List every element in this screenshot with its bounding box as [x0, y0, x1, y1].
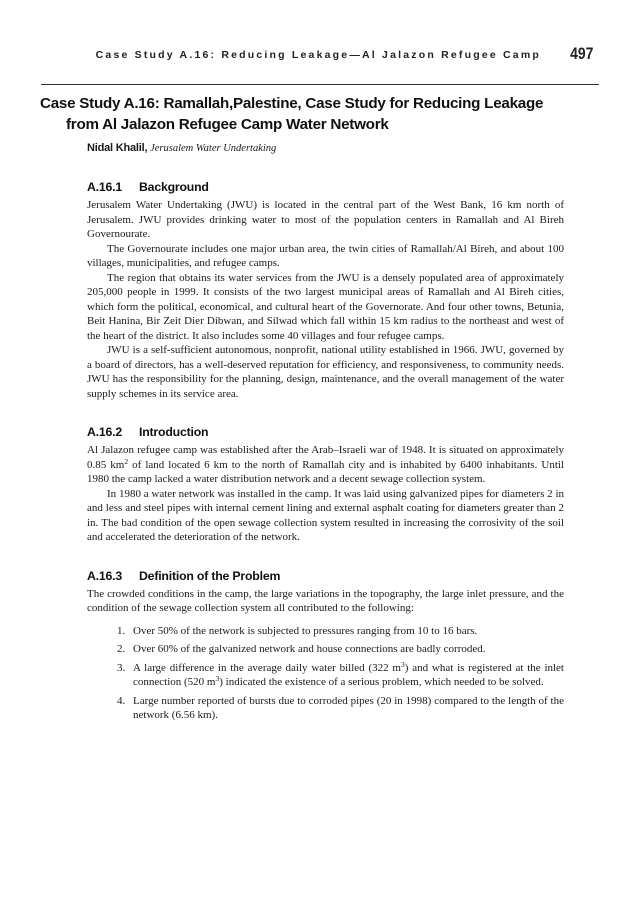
author-affiliation: Jerusalem Water Undertaking — [150, 143, 277, 154]
section-title: Definition of the Problem — [139, 568, 281, 583]
paragraph: The crowded conditions in the camp, the large variations in the topography, the large inlet pressure, and the condition of the sewage collection system all contributed to the following: — [87, 587, 564, 614]
running-head — [80, 44, 599, 70]
paragraph: In 1980 a water network was installed in the camp. It was laid using galvanized pipes for diameters 2 in and less and steel pipes with internal cement lining and external asphalt coating for diameters greater than 2 in. The bad condition of the open sewage collection system resulted in increasing the corrosivity of the soil and accelerated the deterioration of the network. — [87, 487, 564, 543]
paragraph: The Governourate includes one major urban area, the twin cities of Ramallah/Al Bireh, and about 100 villages, municipalities, and refugee camps. — [87, 242, 564, 269]
case-study-title — [40, 93, 564, 135]
paragraph — [87, 443, 564, 487]
superscript: 3 — [401, 659, 405, 669]
list-text: Over 60% of the galvanized network and house connections are badly corroded. — [133, 643, 486, 655]
section-heading-background — [87, 179, 564, 195]
list-text: Over 50% of the network is subjected to pressures ranging from 10 to 16 bars. — [133, 624, 478, 637]
list-number: 4. — [117, 694, 126, 707]
page-number: 497 — [569, 44, 593, 63]
running-head-title: Case Study A.16: Reducing Leakage—Al Jalazon Refugee Camp — [95, 49, 541, 61]
section-heading-introduction — [87, 424, 564, 440]
section-number: A.16.3 — [87, 568, 123, 583]
list-number: 2. — [117, 643, 126, 655]
list-number: 1. — [117, 624, 126, 637]
list-text: Large number reported of bursts due to corroded pipes (20 in 1998) compared to the length of the network (6.56 km). — [133, 694, 564, 721]
problem-list — [87, 624, 564, 723]
section-number: A.16.1 — [87, 180, 123, 194]
superscript: 3 — [215, 674, 220, 683]
paragraph: JWU is a self-sufficient autonomous, nonprofit, national utility established in 1966. JWU, governed by a board of directors, has a well-deserved reputation for efficiency, and responsiveness, to community needs. JWU has the responsibility for the planning, design, maintenance, and the overall management of the water supply schemes in its service area. — [87, 344, 564, 400]
section-title: Background — [139, 180, 209, 194]
section-title: Introduction — [139, 425, 209, 439]
case-study-title-line-1: Case Study A.16: Ramallah,Palestine, Case Study for Reducing Leakage — [40, 95, 544, 112]
paragraph: Jerusalem Water Undertaking (JWU) is located in the central part of the West Bank, 16 km north of Jerusalem. JWU provides drinking water to most of the population centers in Ramallah and Al Bireh Governourate. — [87, 199, 564, 240]
author-line — [87, 141, 564, 156]
list-item — [87, 661, 564, 690]
list-item — [87, 642, 564, 657]
list-number: 3. — [117, 661, 126, 674]
header-rule — [41, 84, 599, 85]
list-item — [87, 624, 564, 639]
paragraph: The region that obtains its water services from the JWU is a densely populated area of approximately 205,000 people in 1999. It consists of the two largest municipal areas of Ramallah and Al Bireh cities, which form the political, economical, and cultural heart of the Governorate. And four other towns, Betunia, Beit Hanina, Bir Zeit Dier Dibwan, and Silwad which fall within 15 km radius to the northeast and west of the heart of the district. It also includes some 40 villages and four refugee camps. — [87, 271, 564, 342]
list-text: A large difference in the average daily water billed (322 m — [133, 661, 401, 674]
list-item — [87, 694, 564, 723]
superscript: 2 — [124, 456, 129, 466]
section-number: A.16.2 — [87, 425, 123, 439]
section-heading-problem — [87, 568, 564, 584]
list-text: ) indicated the existence of a serious problem, which needed to be solved. — [219, 676, 544, 688]
case-study-title-line-2: from Al Jalazon Refugee Camp Water Network — [66, 116, 389, 133]
paragraph-text: Al Jalazon refugee camp was established after the Arab–Israeli war of 1948. It is situated on approximately 0.85 km — [87, 444, 564, 471]
paragraph-text: of land located 6 km to the north of Ramallah city and is inhabited by 6400 inhabitants. Until 1980 the camp lacked a water distribution network and a decent sewage collection system. — [87, 458, 564, 485]
page-content — [40, 93, 564, 727]
author-name: Nidal Khalil, — [87, 142, 148, 154]
list-text: ) and what is registered at the inlet connection (520 m — [133, 661, 564, 688]
